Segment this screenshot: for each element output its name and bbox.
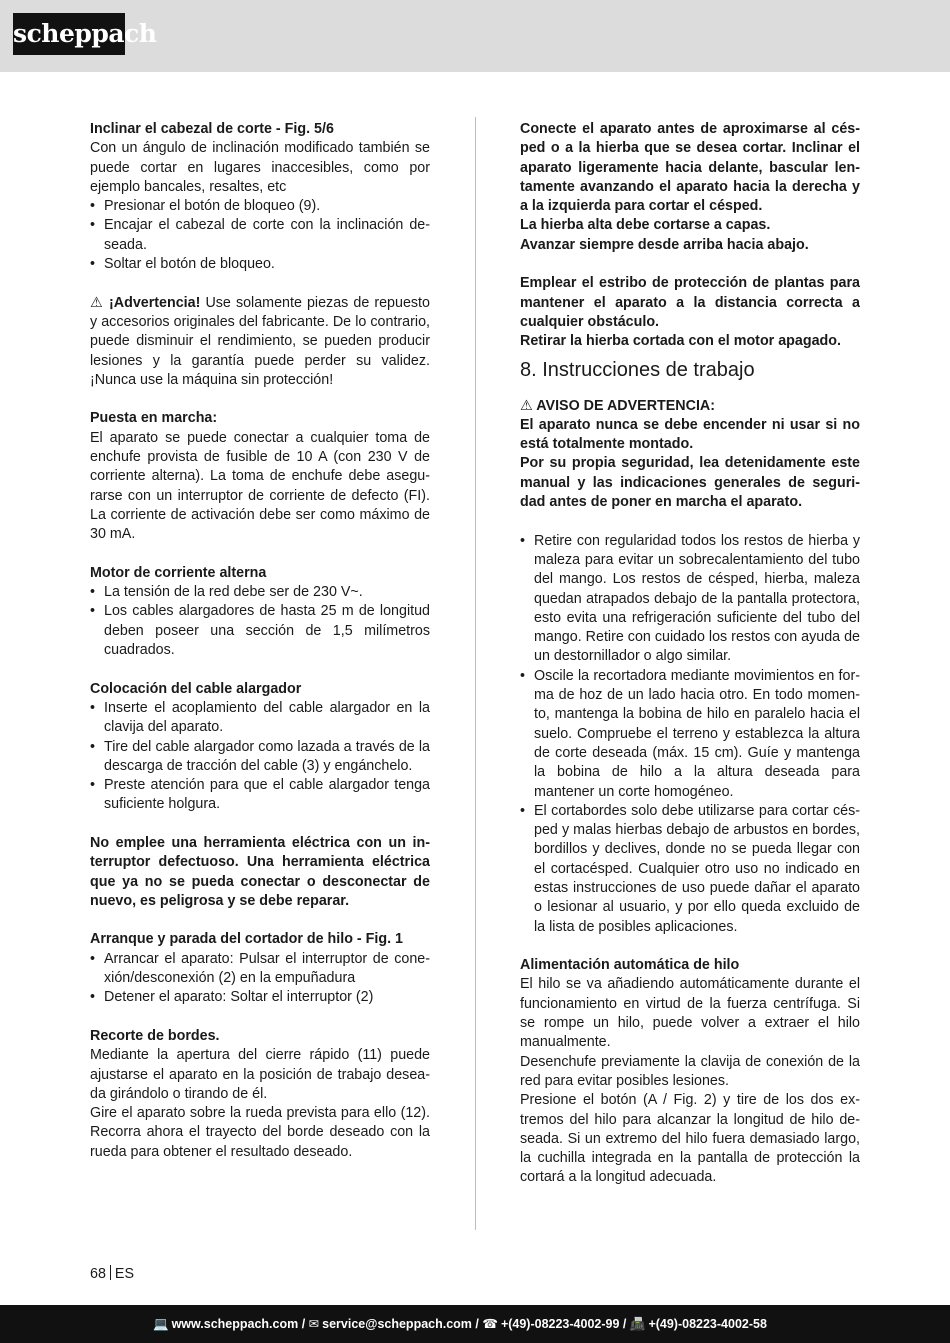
tilt-heading: Inclinar el cabezal de corte - Fig. 5/6 bbox=[90, 121, 334, 137]
motor-heading: Motor de corriente alterna bbox=[90, 564, 267, 581]
startup-text: El aparato se puede conectar a cualquier toma de enchufe provista de fusible de 10 A (con 230 V de corriente alterna). La toma de enchufe debe asegurarse con un interruptor de corriente de defecto (FI). La corriente de activación debe ser como máximo de 30 mA. bbox=[90, 429, 430, 543]
language-code: ES bbox=[114, 1266, 134, 1282]
phone-number: +(49)-08223-4002-99 / bbox=[500, 1317, 627, 1331]
notice-heading bbox=[520, 397, 860, 416]
connect-text: Conecte el aparato antes de aproximarse al césped o a la hierba que se desea cortar. Inclinar el aparato ligeramente hacia delante, bascular lentamente avanzando el aparato hacia la derecha y a la izquierda para cortar el césped. bbox=[520, 121, 860, 215]
warning-label: ¡Advertencia! bbox=[109, 294, 201, 311]
scheppach-logo: scheppach bbox=[13, 13, 125, 55]
cable-list bbox=[90, 699, 430, 815]
connect-text: Avanzar siempre desde arriba hacia abajo. bbox=[520, 236, 809, 253]
warning-text: Use solamente piezas de repuesto y accesorios originales del fabricante. De lo contrario, puede disminuir el rendimiento, se pueden producir lesiones y la garantía puede perder su validez. ¡Nunca use la máquina sin protección! bbox=[90, 294, 430, 388]
list-item: • Los cables alargadores de hasta 25 m de longitud deben poseer una sección de 1,5 milímetros cuadrados. bbox=[90, 602, 430, 660]
list-item: • La tensión de la red debe ser de 230 V~. bbox=[90, 583, 430, 602]
email-link[interactable]: service@scheppach.com / bbox=[322, 1317, 479, 1331]
edges-text: Gire el aparato sobre la rueda prevista para ello (12). Recorra ahora el trayecto del borde deseado con la rueda para obtener el resultado deseado. bbox=[90, 1105, 430, 1160]
notice-text: El aparato nunca se debe encender ni usar si no está totalmente montado. bbox=[520, 416, 860, 453]
motor-list bbox=[90, 583, 430, 660]
notice-label: AVISO DE ADVERTENCIA: bbox=[536, 397, 716, 414]
list-item: • Oscile la recortadora mediante movimientos en forma de hoz de un lado hacia otro. En todo momento, mantenga la bobina de hilo en paralelo hacia el suelo. Compruebe el terreno y establezca la altura de corte deseada (máx. 15 cm). Guíe y mantenga la bobina de hilo a la altura deseada para mantener un corte homogéneo. bbox=[520, 667, 860, 802]
spare-parts-warning bbox=[90, 294, 430, 390]
list-item: • Inserte el acoplamiento del cable alargador en la clavija del aparato. bbox=[90, 699, 430, 738]
website-link[interactable]: www.scheppach.com / bbox=[171, 1317, 306, 1331]
fax-number: +(49)-08223-4002-58 bbox=[648, 1317, 767, 1331]
feed-text: El hilo se va añadiendo automáticamente durante el funcionamiento en virtud de la fuerza centrífuga. Si se rompe un hilo, puede volver a extraer el hilo manualmente. bbox=[520, 976, 860, 1051]
list-item: • Soltar el botón de bloqueo. bbox=[90, 255, 430, 274]
mail-icon: ✉ bbox=[308, 1317, 320, 1331]
notice-text: Por su propia seguridad, lea detenidamente este manual y las indicaciones generales de seguridad antes de poner en marcha el aparato. bbox=[520, 455, 860, 511]
list-item: • Encajar el cabezal de corte con la inclinación deseada. bbox=[90, 216, 430, 255]
list-item: • Preste atención para que el cable alargador tenga suficiente holgura. bbox=[90, 776, 430, 815]
edges-heading: Recorte de bordes. bbox=[90, 1027, 220, 1044]
feed-text: Presione el botón (A / Fig. 2) y tire de los dos extremos del hilo para alcanzar la longitud de hilo deseada. Si un extremo del hilo fuera demasiado largo, la cuchilla integrada en la pantalla de protección la cortará a la longitud adecuada. bbox=[520, 1092, 860, 1186]
startstop-heading: Arranque y parada del cortador de hilo - Fig. 1 bbox=[90, 931, 404, 948]
left-column bbox=[90, 120, 430, 1162]
list-item: • Arrancar el aparato: Pulsar el interruptor de conexión/desconexión (2) en la empuñadura bbox=[90, 950, 430, 989]
phone-icon: ☎ bbox=[482, 1317, 498, 1331]
page-number-value: 68 bbox=[90, 1266, 106, 1282]
feed-heading: Alimentación automática de hilo bbox=[520, 957, 740, 974]
list-item: • Retire con regularidad todos los restos de hierba y maleza para evitar un sobrecalentamiento del tubo del mango. Los restos de césped, hierba, maleza quedan atrapados debajo de la pantalla protectora, esto evita una refrigeración suficiente del tubo del mango. Retire con cuidado los restos con ayuda de un destornillador o algo similar. bbox=[520, 532, 860, 667]
tilt-text: Con un ángulo de inclinación modificado también se puede cortar en lugares inaccesibles, como por ejemplo bancales, resaltes, etc bbox=[90, 140, 430, 195]
fax-icon: 📠 bbox=[629, 1317, 646, 1331]
list-item: • Detener el aparato: Soltar el interruptor (2) bbox=[90, 988, 430, 1007]
right-column bbox=[520, 120, 860, 1188]
list-item: • Presionar el botón de bloqueo (9). bbox=[90, 197, 430, 216]
warning-triangle-icon: ⚠ bbox=[520, 397, 533, 414]
page-header bbox=[0, 0, 950, 72]
startstop-list bbox=[90, 950, 430, 1008]
list-item: • El cortabordes solo debe utilizarse para cortar césped y malas hierbas debajo de arbustos en bordes, bordillos y declives, donde no se pueda llegar con el cortacésped. Cualquier otro uso no indicado en estas instrucciones de uso puede dañar el aparato o lesionar al usuario, y por ello queda excluido de la lista de posibles aplicaciones. bbox=[520, 802, 860, 937]
cable-heading: Colocación del cable alargador bbox=[90, 680, 302, 697]
column-divider bbox=[475, 117, 476, 1230]
computer-icon: 💻 bbox=[153, 1317, 169, 1331]
connect-text: La hierba alta debe cortarse a capas. bbox=[520, 217, 771, 234]
tilt-list bbox=[90, 197, 430, 274]
page-footer bbox=[0, 1305, 950, 1343]
edges-text: Mediante la apertura del cierre rápido (11) puede ajustarse el aparato en la posición de trabajo deseada girándolo o tirando de él. bbox=[90, 1047, 430, 1102]
startup-heading: Puesta en marcha: bbox=[90, 410, 218, 427]
warning-triangle-icon: ⚠ bbox=[90, 294, 104, 311]
defective-switch-warning: No emplee una herramienta eléctrica con un interruptor defectuoso. Una herramienta eléctrica que ya no se pueda conectar o desconectar de nuevo, es peligrosa y se debe reparar. bbox=[90, 834, 430, 909]
list-item: • Tire del cable alargador como lazada a través de la descarga de tracción del cable (3) y engánchelo. bbox=[90, 738, 430, 777]
page-number bbox=[90, 1265, 134, 1283]
section-heading: 8. Instrucciones de trabajo bbox=[520, 358, 755, 381]
guard-text: Emplear el estribo de protección de plantas para mantener el aparato a la distancia correcta a cualquier obstáculo. bbox=[520, 275, 860, 330]
feed-text: Desenchufe previamente la clavija de conexión de la red para evitar posibles lesiones. bbox=[520, 1053, 860, 1089]
work-instructions-list bbox=[520, 532, 860, 937]
guard-text: Retirar la hierba cortada con el motor apagado. bbox=[520, 333, 841, 350]
